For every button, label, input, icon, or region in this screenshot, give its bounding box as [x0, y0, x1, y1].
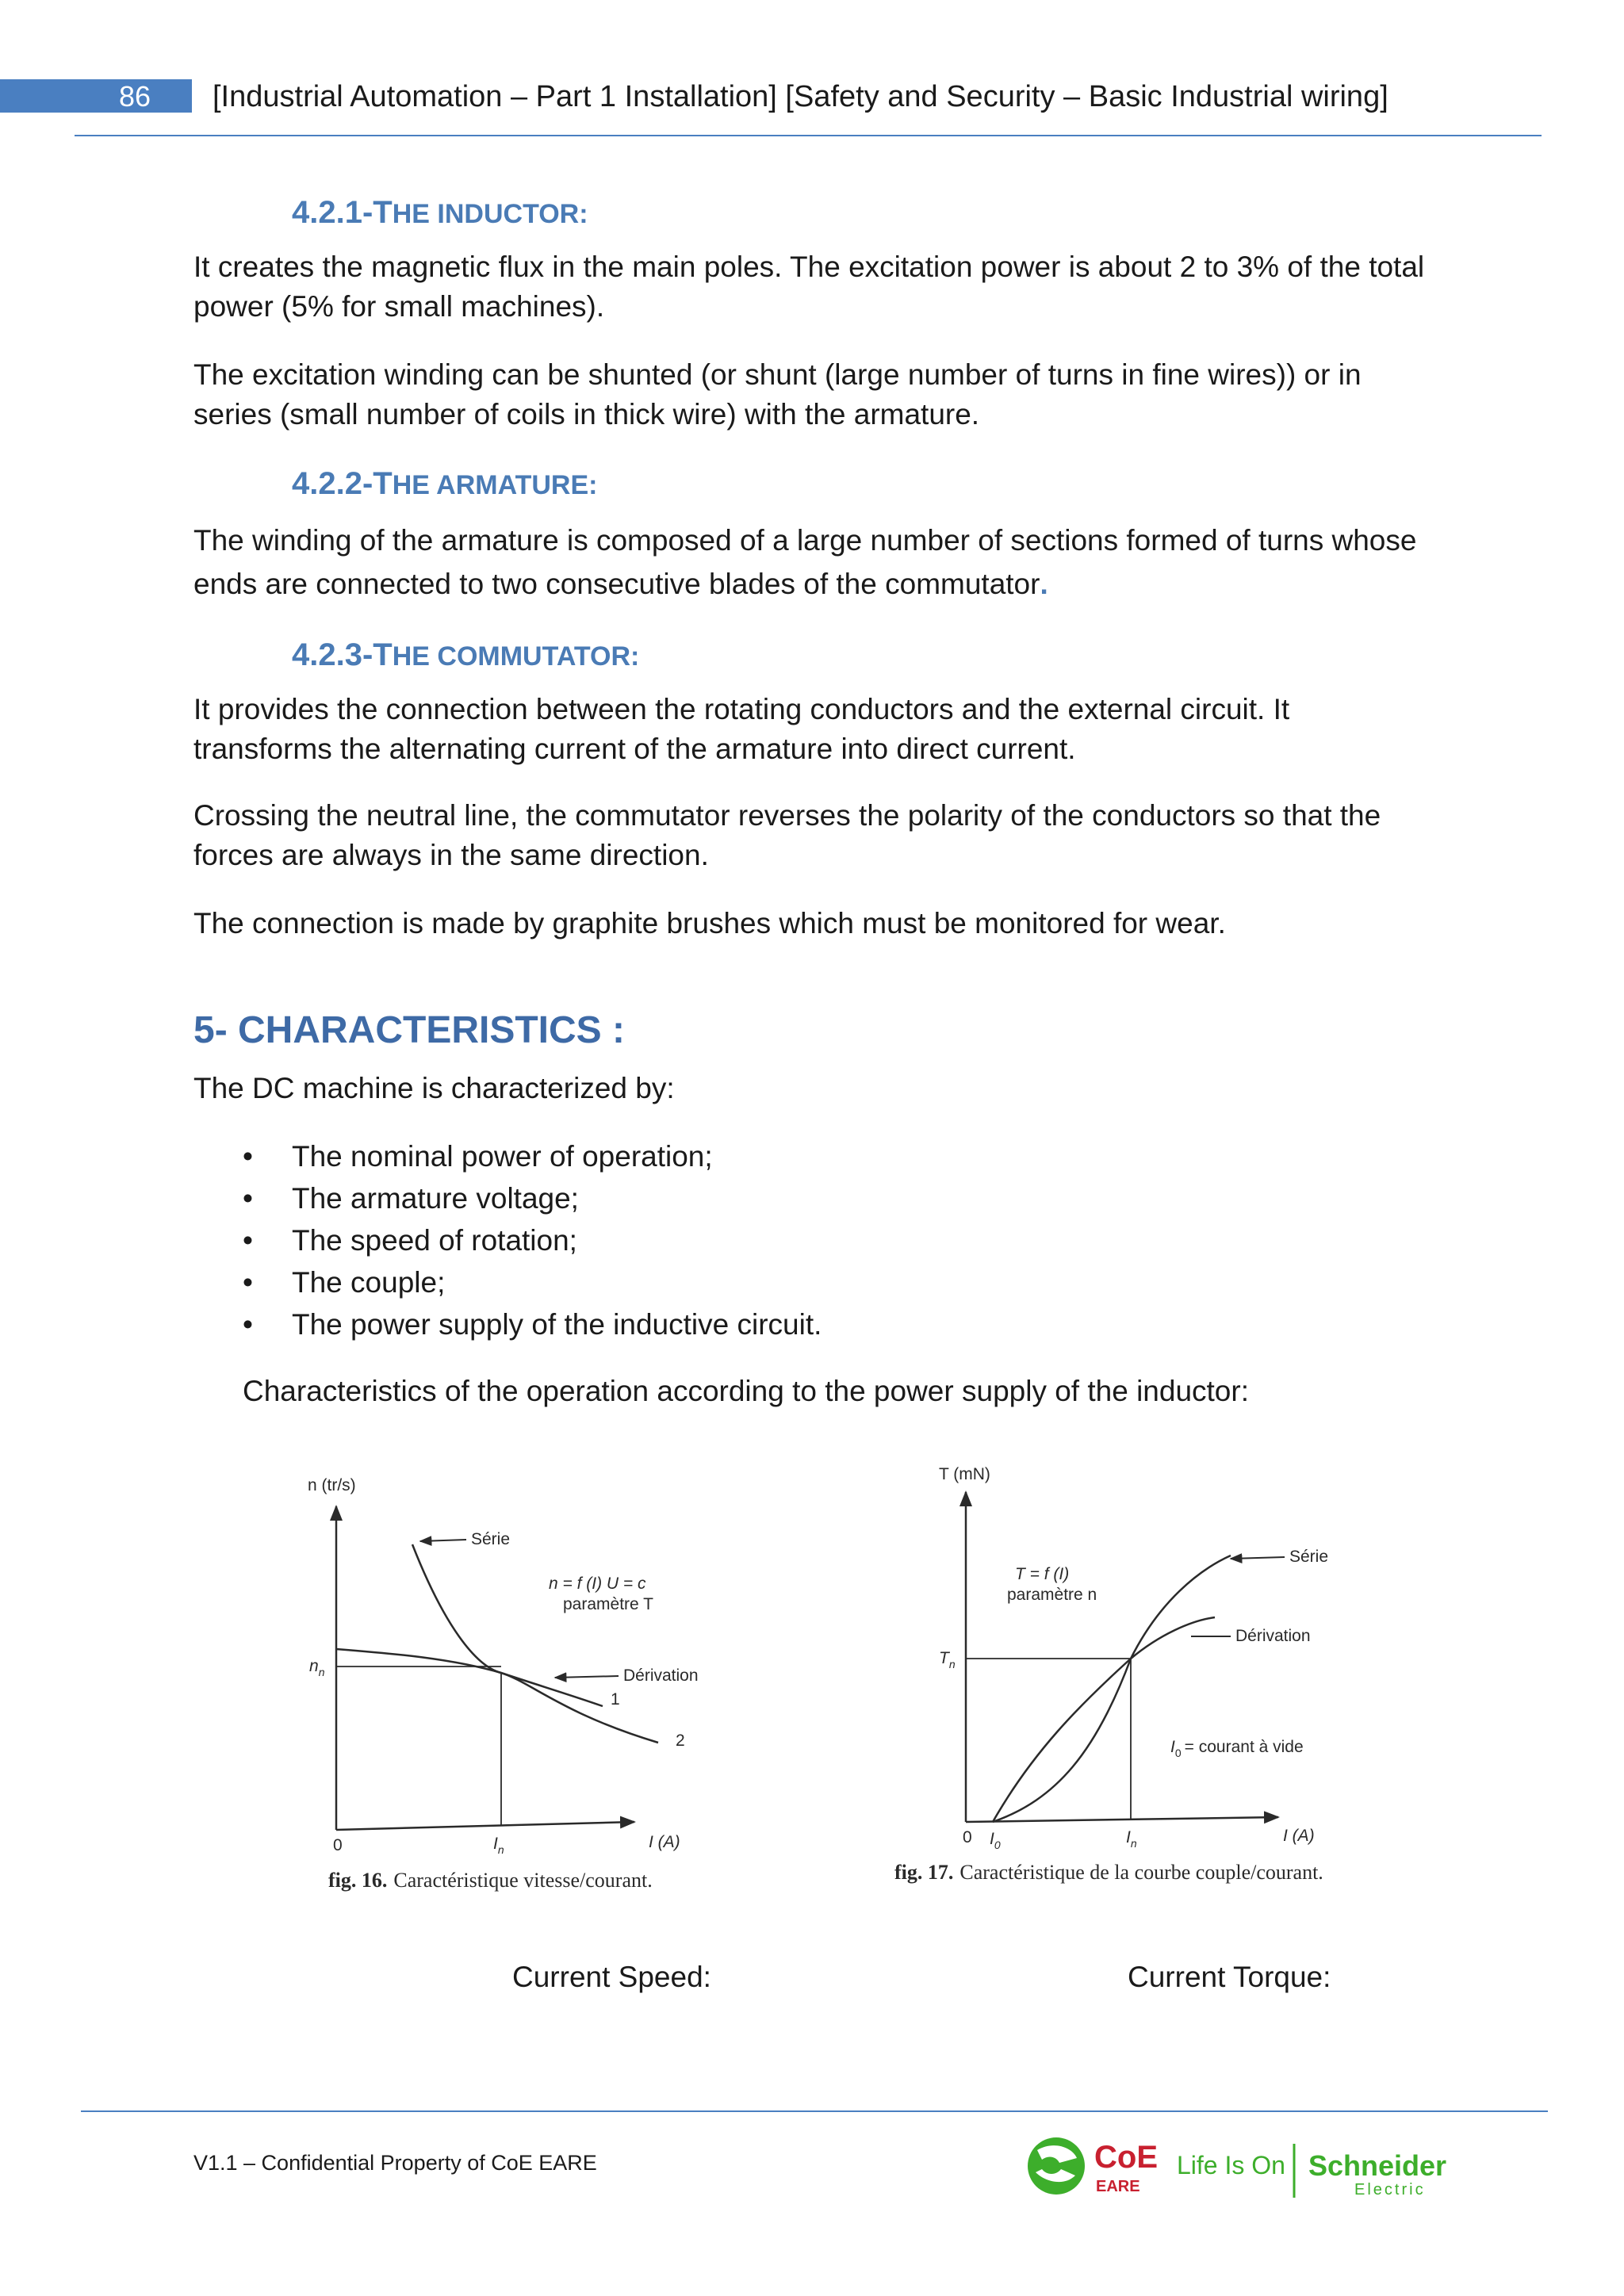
list-item: • The power supply of the inductive circuit.	[243, 1308, 822, 1341]
x-tick-i0: $I_0$	[990, 1830, 1001, 1851]
y-axis-label: n (tr/s)	[308, 1476, 356, 1494]
formula-line2: paramètre T	[563, 1595, 653, 1613]
y-tick-nn: $n_n$	[309, 1657, 325, 1678]
heading-number: 4.2.2-	[292, 466, 373, 501]
section-heading-characteristics: 5- CHARACTERISTICS :	[193, 1009, 626, 1051]
heading-commutator	[292, 636, 639, 675]
electric-text: Electric	[1354, 2181, 1426, 2198]
heading-rest: HE ARMATURE:	[392, 470, 598, 500]
header-divider	[75, 135, 1542, 136]
y-axis-label: T (mN)	[939, 1465, 990, 1483]
label-current-torque: Current Torque:	[1128, 1961, 1331, 1993]
paragraph-inductor-1: It creates the magnetic flux in the main poles. The excitation power is about 2 to 3% of the total power (5% for small machines).	[193, 251, 1425, 323]
curve-2-label: 2	[676, 1732, 685, 1750]
curve-1-label: 1	[611, 1690, 620, 1709]
coe-logo-icon	[1028, 2137, 1085, 2195]
footer-text: V1.1 – Confidential Property of CoE EARE	[193, 2151, 597, 2175]
characteristics-intro: The DC machine is characterized by:	[193, 1072, 675, 1104]
paragraph-commutator-3: The connection is made by graphite brushes which must be monitored for wear.	[193, 907, 1226, 939]
heading-rest: HE INDUCTOR:	[392, 199, 588, 229]
life-is-on-text: Life Is On	[1177, 2151, 1285, 2179]
heading-number: 4.2.3-	[292, 637, 373, 672]
header-title: [Industrial Automation – Part 1 Installation] [Safety and Security – Basic Industrial wiring]	[213, 80, 1388, 113]
heading-rest: HE COMMUTATOR:	[392, 641, 640, 672]
label-serie: Série	[1289, 1548, 1329, 1566]
figure-speed-current	[293, 1459, 737, 1903]
x-tick-in: $I_n$	[1126, 1828, 1137, 1850]
list-item: • The speed of rotation;	[243, 1224, 577, 1257]
figure-torque-current	[882, 1451, 1405, 1903]
formula-line1: T = f (I)	[1015, 1565, 1070, 1583]
origin-label: 0	[963, 1828, 972, 1846]
paragraph-armature-text: The winding of the armature is composed of a large number of sections formed of turns whose ends are connected to two consecutive blades of the commutator	[193, 524, 1417, 600]
paragraph-commutator-2: Crossing the neutral line, the commutator reverses the polarity of the conductors so that the forces are always in the same direction.	[193, 799, 1381, 871]
origin-label: 0	[333, 1836, 343, 1854]
heading-number: 4.2.1-	[292, 195, 373, 230]
x-axis	[966, 1817, 1278, 1822]
characteristics-list	[243, 1135, 822, 1345]
x-axis	[336, 1822, 634, 1830]
figure-caption: fig. 16. Caractéristique vitesse/courant.	[328, 1869, 653, 1892]
paragraph-armature	[193, 519, 1431, 606]
paragraph-inductor-2: The excitation winding can be shunted (or shunt (large number of turns in fine wires)) or in series (small number of coils in thick wire) with the armature.	[193, 358, 1362, 430]
formula-line2: paramètre n	[1007, 1586, 1097, 1604]
footer-logos	[1021, 2126, 1465, 2206]
x-axis-label: I (A)	[1283, 1827, 1315, 1845]
paragraph-commutator-1: It provides the connection between the rotating conductors and the external circuit. It transforms the alternating current of the armature into direct current.	[193, 693, 1290, 765]
coe-sub-text: EARE	[1096, 2178, 1140, 2195]
coe-main-text: CoE	[1094, 2140, 1158, 2175]
figure-caption: fig. 17. Caractéristique de la courbe couple/courant.	[894, 1861, 1323, 1884]
label-serie: Série	[471, 1530, 511, 1548]
footer-divider	[81, 2110, 1548, 2112]
label-current-speed: Current Speed:	[512, 1961, 711, 1993]
derivation-pointer	[555, 1676, 619, 1678]
serie-pointer	[420, 1540, 466, 1541]
paragraph-armature-dot: .	[1040, 568, 1048, 600]
x-tick-in: $I_n$	[493, 1835, 504, 1856]
page-number: 86	[119, 80, 151, 113]
label-derivation: Dérivation	[623, 1667, 699, 1685]
x-axis-label: I (A)	[649, 1833, 680, 1851]
i0-note: $I_0$ = courant à vide	[1170, 1738, 1304, 1759]
heading-armature	[292, 465, 598, 504]
y-tick-tn: $T_n$	[939, 1649, 956, 1670]
operation-intro: Characteristics of the operation according to the power supply of the inductor:	[243, 1375, 1249, 1407]
formula-line1: n = f (I) U = c	[549, 1575, 646, 1593]
list-item: • The nominal power of operation;	[243, 1140, 713, 1173]
heading-initial: T	[373, 637, 393, 672]
serie-pointer	[1231, 1557, 1285, 1559]
label-derivation: Dérivation	[1235, 1627, 1311, 1645]
heading-initial: T	[373, 466, 393, 501]
list-item: • The couple;	[243, 1266, 446, 1299]
schneider-text: Schneider	[1308, 2149, 1447, 2182]
list-item: • The armature voltage;	[243, 1182, 579, 1215]
heading-inductor	[292, 193, 588, 233]
heading-initial: T	[373, 195, 393, 230]
